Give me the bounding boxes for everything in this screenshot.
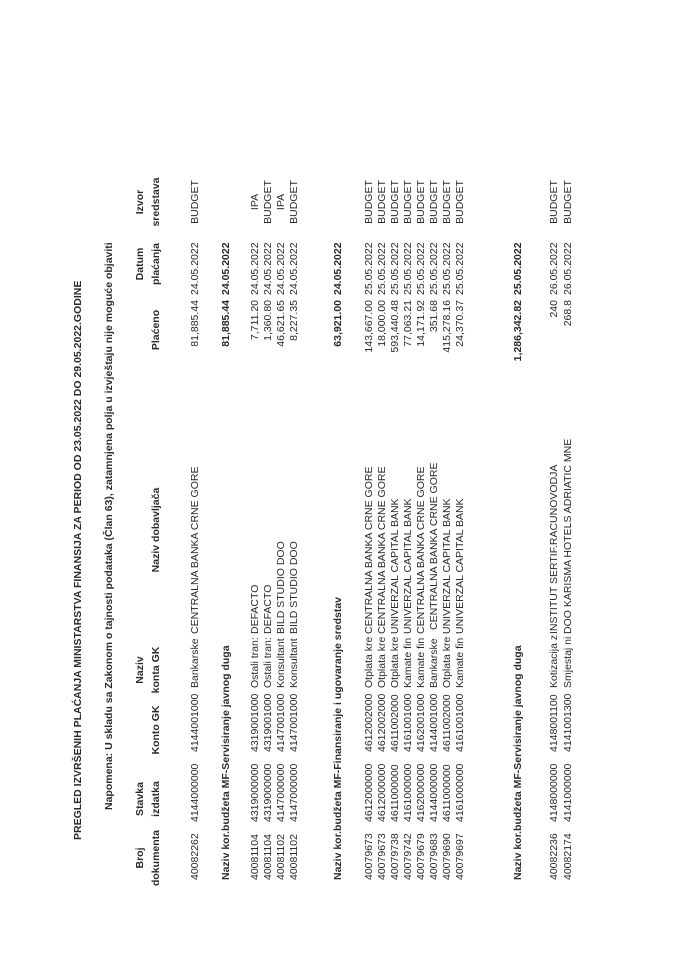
cell-naziv-konta: Otplata kre [441,636,453,688]
cell-stavka: 4141000000 [562,763,574,822]
cell-naziv-konta: Bankarske [189,638,201,688]
cell-stavka: 4611000000 [441,764,453,822]
section-total-date: 25.05.2022 [512,242,524,295]
cell-broj: 40082262 [189,833,201,880]
cell-stavka: 4148000000 [548,763,560,822]
cell-placeno: 81,885.44 [189,300,201,347]
cell-naziv-konta: Konsultant [288,638,300,688]
header-izvor-sredstava [132,174,165,230]
cell-placeno: 143,667.00 [363,300,375,353]
cell-stavka: 4161000000 [402,763,414,822]
cell-placeno: 46,621.65 [275,300,287,347]
section-total-date: 24.05.2022 [220,242,232,295]
cell-izvor: IPA [249,193,261,211]
cell-dobavljac: DEFACTO [262,584,274,634]
cell-stavka: 4161000000 [454,763,466,822]
cell-naziv-konta: Ostali tran: [249,637,261,688]
cell-placeno: 24,370.37 [454,300,466,347]
section-total: 81,885.44 [220,300,232,347]
cell-naziv-konta: Kamate fin [454,637,466,688]
cell-placeno: 7,711.20 [249,300,261,341]
cell-datum: 25.05.2022 [415,242,427,295]
cell-broj: 40081102 [275,834,287,880]
cell-datum: 25.05.2022 [376,242,388,295]
section-total: 1,286,342.82 [512,300,524,362]
section-total: 63,921.00 [332,300,344,347]
header-stavka-izdatka [132,773,165,825]
cell-naziv-konta: Otplata kre [363,636,375,688]
cell-konto: 4147001000 [288,693,300,752]
cell-izvor: BUDGET [454,180,466,224]
header-text: Naziv dobavljača [150,487,162,573]
cell-naziv-konta: Ostali tran: [262,637,274,688]
header-text: plaćanja [150,242,163,286]
cell-datum: 26.05.2022 [562,242,574,295]
cell-naziv-konta: Kamate fin [402,637,414,688]
cell-konto: 4319001000 [249,693,261,752]
cell-stavka: 4319000000 [262,763,274,822]
header-text: Izvor [134,189,146,215]
header-konto-gk [148,700,164,760]
cell-dobavljac: CENTRALNA BANKA CRNE GORE [189,466,201,634]
header-naziv-dobavljaca [148,460,164,600]
cell-dobavljac: DOO KARISMA HOTELS ADRIATIC MNE [562,438,574,634]
cell-placeno: 8,227.35 [288,300,300,341]
cell-izvor: BUDGET [262,180,274,224]
cell-dobavljac: BILD STUDIO DOO [275,541,287,634]
cell-naziv-konta: Otplata kre [389,636,401,688]
cell-izvor: BUDGET [363,180,375,224]
cell-naziv-konta: Konsultant [275,638,287,688]
cell-datum: 25.05.2022 [441,242,453,295]
cell-placeno: 77,063.21 [402,300,414,347]
cell-stavka: 4144000000 [189,763,201,822]
cell-naziv-konta: Kotizacija z [548,634,560,688]
cell-broj: 40079738 [389,833,401,880]
cell-dobavljac: UNIVERZAL CAPITAL BANK [389,498,401,634]
cell-datum: 25.05.2022 [402,242,414,295]
cell-broj: 40079673 [363,833,375,880]
section-total-date: 24.05.2022 [332,242,344,295]
cell-dobavljac: UNIVERZAL CAPITAL BANK [454,498,466,634]
cell-placeno: 1,360.80 [262,300,274,341]
cell-izvor: BUDGET [389,180,401,224]
cell-broj: 40079690 [441,833,453,880]
cell-broj: 40081102 [288,834,300,880]
cell-izvor: BUDGET [441,180,453,224]
cell-placeno: 240 [548,300,560,318]
cell-stavka: 4319000000 [249,763,261,822]
cell-stavka: 4612000000 [376,763,388,822]
cell-konto: 4611002000 [441,694,453,752]
cell-konto: 4144001000 [428,693,440,752]
header-broj-dokumenta [132,828,165,888]
header-text: Stavka [134,782,146,816]
cell-konto: 4144001000 [189,693,201,752]
cell-stavka: 4147000000 [275,763,287,822]
cell-dobavljac: INSTITUT SERTIF.RACUNOVODJA [548,464,560,634]
cell-konto: 4148001100 [548,694,560,752]
cell-datum: 25.05.2022 [363,242,375,295]
cell-broj: 40082174 [562,833,574,880]
cell-broj: 40082236 [548,833,560,880]
cell-datum: 25.05.2022 [389,242,401,295]
cell-naziv-konta: Otplata kre [376,636,388,688]
header-text: Naziv [134,656,146,684]
cell-stavka: 4147000000 [288,763,300,822]
cell-placeno: 415,278.16 [441,300,453,353]
header-text: konta GK [150,646,163,694]
cell-izvor: BUDGET [189,180,201,224]
cell-konto: 4147001000 [275,693,287,752]
cell-konto: 4612002000 [363,693,375,752]
cell-placeno: 268.8 [562,300,574,327]
header-text: dokumenta [150,830,163,887]
cell-izvor: BUDGET [376,180,388,224]
cell-datum: 24.05.2022 [288,242,300,295]
cell-datum: 24.05.2022 [275,242,287,295]
header-text: Broj [134,847,146,869]
cell-naziv-konta: Kamate fin [415,637,427,688]
cell-broj: 40081104 [262,834,274,880]
cell-izvor: BUDGET [428,180,440,224]
cell-naziv-konta: Smjestaj ni [562,636,574,688]
header-text: sredstava [150,177,163,227]
cell-konto: 4611002000 [389,694,401,752]
cell-konto: 4161001000 [402,693,414,752]
cell-izvor: IPA [275,193,287,211]
cell-dobavljac: BILD STUDIO DOO [288,541,300,634]
cell-broj: 40079697 [454,833,466,880]
cell-naziv-konta: Bankarske [428,638,440,688]
confidentiality-note: Napomena: U skladu sa Zakonom o tajnosti podataka (Član 63), zatamnjena polja u izvještaju nije moguće objaviti [103,242,115,810]
header-naziv-konta-gk [132,642,165,698]
cell-dobavljac: CENTRALNA BANKA CRNE GORE [376,466,388,634]
cell-broj: 40079742 [402,833,414,880]
cell-broj: 40081104 [249,834,261,880]
cell-konto: 4319001000 [262,693,274,752]
cell-dobavljac: CENTRALNA BANKA CRNE GORE [415,466,427,634]
document-title: PREGLED IZVRŠENIH PLAĆANJA MINISTARSTVA FINANSIJA ZA PERIOD OD 23.05.2022 DO 29.05.2022.GODINE [72,280,84,840]
cell-broj: 40079683 [428,833,440,880]
header-datum-placanja [132,236,165,292]
cell-konto: 4141001300 [562,693,574,752]
cell-dobavljac: UNIVERZAL CAPITAL BANK [402,498,414,634]
cell-izvor: BUDGET [562,180,574,224]
cell-datum: 26.05.2022 [548,242,560,295]
header-text: Datum [134,247,146,281]
cell-stavka: 4162000000 [415,763,427,822]
cell-stavka: 4144000000 [428,763,440,822]
cell-placeno: 18,000.00 [376,300,388,347]
cell-dobavljac: CENTRALNA BANKA CRNE GORE [363,466,375,634]
cell-izvor: BUDGET [415,180,427,224]
header-text: Plaćeno [150,309,162,351]
section-heading: Naziv kor.budžeta MF-Servisiranje javnog duga [220,645,232,880]
cell-stavka: 4611000000 [389,764,401,822]
cell-dobavljac: UNIVERZAL CAPITAL BANK [441,498,453,634]
header-text: Konto GK [150,705,162,755]
cell-placeno: 351.68 [428,300,440,333]
section-heading: Naziv kor.budžeta MF-Servisiranje javnog duga [512,645,524,880]
cell-izvor: BUDGET [402,180,414,224]
cell-datum: 24.05.2022 [189,242,201,295]
cell-datum: 25.05.2022 [454,242,466,295]
header-placeno [148,290,164,370]
cell-konto: 4162001000 [415,693,427,752]
cell-placeno: 593,440.48 [389,300,401,353]
cell-stavka: 4612000000 [363,763,375,822]
cell-dobavljac: CENTRALNA BANKA CRNE GORE [428,462,440,630]
cell-placeno: 14,171.92 [415,300,427,347]
section-heading: Naziv kor.budžeta MF-Finansiranje i ugovaranje sredstav [332,597,344,880]
cell-datum: 24.05.2022 [262,242,274,295]
cell-datum: 25.05.2022 [428,242,440,295]
cell-dobavljac: DEFACTO [249,584,261,634]
header-text: izdatka [150,781,163,817]
cell-izvor: BUDGET [548,180,560,224]
cell-datum: 24.05.2022 [249,242,261,295]
cell-konto: 4612002000 [376,693,388,752]
cell-broj: 40079679 [415,833,427,880]
cell-broj: 40079673 [376,833,388,880]
cell-izvor: BUDGET [288,180,300,224]
cell-konto: 4161001000 [454,693,466,752]
